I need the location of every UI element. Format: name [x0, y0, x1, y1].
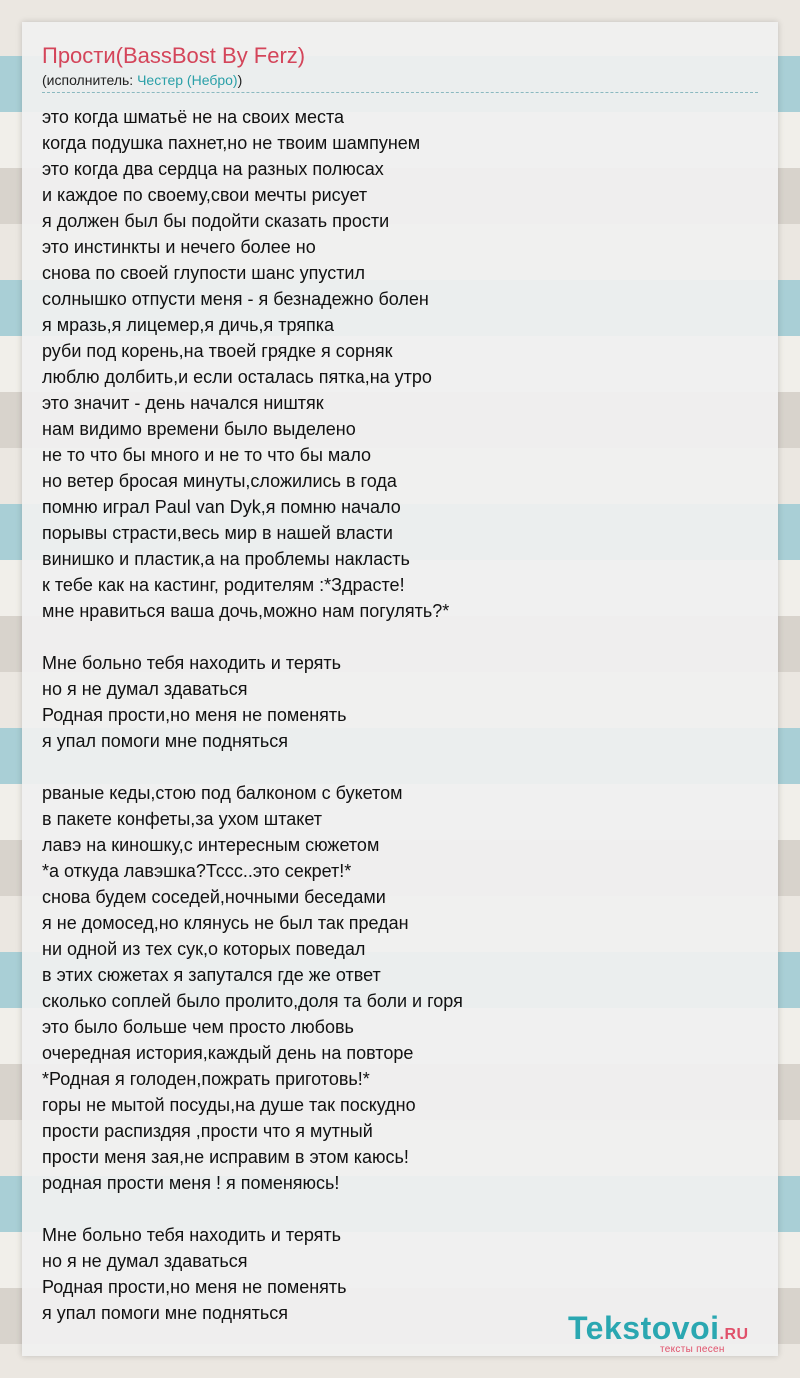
- lyric-line: винишко и пластик,а на проблемы накласть: [42, 549, 410, 569]
- lyric-line: это когда шматьё не на своих места: [42, 107, 345, 127]
- divider: [42, 92, 758, 93]
- lyric-line: я упал помоги мне подняться: [42, 731, 289, 751]
- lyric-line: солнышко отпусти меня - я безнадежно болен: [42, 289, 429, 309]
- lyric-line: я упал помоги мне подняться: [42, 1303, 289, 1323]
- logo-wordmark: [568, 1310, 749, 1347]
- lyric-line: мне нравиться ваша дочь,можно нам погулять?*: [42, 601, 450, 621]
- meta-suffix: ): [237, 72, 243, 88]
- lyric-line: сколько соплей было пролито,доля та боли и горя: [42, 991, 463, 1011]
- lyric-line: помню играл Paul van Dyk,я помню начало: [42, 497, 401, 517]
- logo-tld: .RU: [719, 1326, 749, 1343]
- lyric-line: [42, 624, 758, 650]
- lyric-line: когда подушка пахнет,но не твоим шампунем: [42, 133, 421, 153]
- lyric-line: Родная прости,но меня не поменять: [42, 1277, 347, 1297]
- lyric-line: прости меня зая,не исправим в этом каюсь!: [42, 1147, 409, 1167]
- logo-tagline: тексты песен: [660, 1344, 725, 1355]
- lyric-line: прости распиздяя ,прости что я мутный: [42, 1121, 373, 1141]
- lyric-line: Мне больно тебя находить и терять: [42, 653, 342, 673]
- lyric-line: лавэ на киношку,с интересным сюжетом: [42, 835, 380, 855]
- lyric-line: но я не думал здаваться: [42, 679, 248, 699]
- lyric-line: [42, 754, 758, 780]
- lyric-line: Родная прости,но меня не поменять: [42, 705, 347, 725]
- logo-name: Tekstovoi: [568, 1310, 720, 1346]
- lyric-line: очередная история,каждый день на повторе: [42, 1043, 414, 1063]
- artist-link[interactable]: Честер (Небро): [137, 72, 238, 88]
- lyric-line: в этих сюжетах я запутался где же ответ: [42, 965, 381, 985]
- meta-prefix: (исполнитель:: [42, 72, 138, 88]
- lyric-line: *Родная я голоден,пожрать приготовь!*: [42, 1069, 370, 1089]
- lyric-line: люблю долбить,и если осталась пятка,на утро: [42, 367, 432, 387]
- song-meta: [42, 72, 242, 88]
- lyric-line: это значит - день начался ништяк: [42, 393, 324, 413]
- lyric-line: и каждое по своему,свои мечты рисует: [42, 185, 368, 205]
- lyric-line: Мне больно тебя находить и терять: [42, 1225, 342, 1245]
- lyric-line: я должен был бы подойти сказать прости: [42, 211, 390, 231]
- lyric-line: я мразь,я лицемер,я дичь,я тряпка: [42, 315, 335, 335]
- lyric-line: снова по своей глупости шанс упустил: [42, 263, 365, 283]
- lyric-line: *а откуда лавэшка?Тссс..это секрет!*: [42, 861, 352, 881]
- lyric-line: но ветер бросая минуты,сложились в года: [42, 471, 397, 491]
- lyric-line: нам видимо времени было выделено: [42, 419, 356, 439]
- lyric-line: снова будем соседей,ночными беседами: [42, 887, 386, 907]
- lyric-line: не то что бы много и не то что бы мало: [42, 445, 372, 465]
- lyric-line: ни одной из тех сук,о которых поведал: [42, 939, 366, 959]
- site-logo[interactable]: [568, 1310, 778, 1356]
- lyric-line: руби под корень,на твоей грядке я сорняк: [42, 341, 393, 361]
- lyric-line: я не домосед,но клянусь не был так предан: [42, 913, 409, 933]
- lyric-line: [42, 1196, 758, 1222]
- lyric-line: это было больше чем просто любовь: [42, 1017, 354, 1037]
- lyrics-card: [22, 22, 778, 1356]
- lyric-line: горы не мытой посуды,на душе так поскудно: [42, 1095, 416, 1115]
- lyric-line: но я не думал здаваться: [42, 1251, 248, 1271]
- lyric-line: рваные кеды,стою под балконом с букетом: [42, 783, 403, 803]
- song-title: Прости(BassBost By Ferz): [42, 43, 306, 68]
- lyric-line: к тебе как на кастинг, родителям :*Здрасте!: [42, 575, 405, 595]
- lyric-line: это инстинкты и нечего более но: [42, 237, 316, 257]
- lyrics-text: [42, 104, 758, 1326]
- lyric-line: это когда два сердца на разных полюсах: [42, 159, 384, 179]
- lyric-line: порывы страсти,весь мир в нашей власти: [42, 523, 393, 543]
- lyric-line: родная прости меня ! я поменяюсь!: [42, 1173, 340, 1193]
- lyric-line: в пакете конфеты,за ухом штакет: [42, 809, 322, 829]
